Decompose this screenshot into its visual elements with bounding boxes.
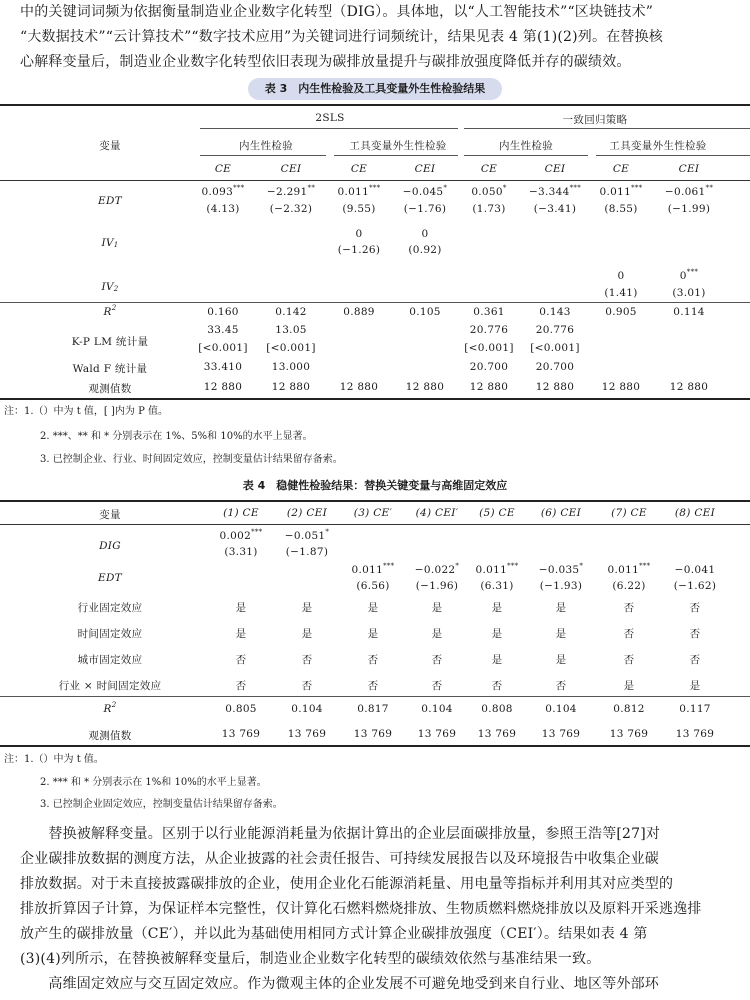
table3-top-rule (0, 104, 750, 106)
t3-edt-coef-value: −0.045 (402, 186, 444, 198)
table3-note: 2. ***、** 和 * 分别表示在 1%、5%和 10%的水平上显著。 (40, 431, 313, 442)
t4-dig-coef-value: −0.051 (284, 530, 326, 542)
t3-iv2-stars: *** (686, 268, 699, 276)
t4-fe-value: 是 (367, 628, 379, 640)
t4-fe-label: 时间固定效应 (77, 628, 143, 640)
t3-r2: 0.889 (343, 306, 375, 318)
intro-paragraph (20, 0, 732, 75)
table4-bottom-rule (0, 745, 750, 747)
table3-header-rule (0, 180, 750, 181)
t4-obs: 13 769 (287, 728, 327, 740)
table3-note: 3. 已控制企业、行业、时间固定效应，控制变量估计结果留存备索。 (40, 454, 343, 465)
t4-fe-value: 是 (555, 654, 567, 666)
t3-edt-coef-value: 0.011 (337, 186, 370, 198)
table3-sub-exog: 工具变量外生性检验 (349, 140, 447, 152)
t4-fe-value: 是 (491, 602, 503, 614)
t4-edt-coef-stars: * (579, 562, 584, 570)
table4-note: 2. *** 和 * 分别表示在 1%和 10%的水平上显著。 (40, 777, 267, 788)
t3-edt-t: (4.13) (206, 203, 240, 215)
t3-kp: 13.05 (275, 324, 307, 336)
t3-edt-t: (−1.99) (667, 203, 711, 215)
table3-sub-rule (596, 155, 750, 156)
t3-edt-coef-value: −0.061 (664, 186, 706, 198)
t3-row-label-iv2 (70, 281, 150, 293)
t3-edt-t: (−3.41) (533, 203, 577, 215)
t4-edt-coef (596, 564, 662, 576)
t4-fe-value: 否 (235, 654, 247, 666)
t3-edt-t: (1.73) (472, 203, 506, 215)
t4-col-label: (2) CEI (286, 507, 328, 519)
t3-iv2-t: (3.01) (672, 287, 706, 299)
table3-group-rule (464, 128, 750, 129)
table4-top-rule (0, 500, 750, 502)
t3-edt-coef-value: 0.050 (471, 186, 503, 198)
t4-obs: 13 769 (417, 728, 457, 740)
t4-obs: 13 769 (675, 728, 715, 740)
t4-edt-t: (−1.62) (673, 580, 717, 592)
t4-fe-value: 否 (689, 602, 701, 614)
t3-r2: 0.142 (275, 306, 307, 318)
t4-edt-t: (−1.93) (539, 580, 583, 592)
t3-iv1-coef: 0 (355, 228, 363, 240)
t3-edt-t: (8.55) (604, 203, 638, 215)
t4-edt-coef-value: 0.011 (607, 564, 640, 576)
t4-fe-value: 否 (367, 654, 379, 666)
t3-r2: 0.905 (605, 306, 637, 318)
t3-edt-coef-stars: *** (369, 184, 381, 192)
t3-kp: 20.776 (535, 324, 575, 336)
t3-wald: 33.410 (203, 361, 243, 373)
table3-sub-rule (464, 155, 588, 156)
t4-fe-value: 是 (431, 628, 443, 640)
t4-edt-coef-stars: *** (383, 562, 395, 570)
t3-edt-coef (456, 186, 522, 198)
t3-kp-p: [<0.001] (198, 342, 248, 354)
t4-fe-value: 是 (491, 654, 503, 666)
t3-edt-coef-stars: * (502, 184, 507, 192)
t4-fe-value: 是 (555, 602, 567, 614)
t3-edt-coef-value: −3.344 (528, 186, 570, 198)
t4-edt-t: (6.22) (612, 580, 646, 592)
t3-row-label-edt: EDT (98, 195, 122, 207)
t4-edt-coef-value: −0.041 (674, 564, 716, 576)
table3-sub-rule (334, 155, 458, 156)
t3-edt-coef-stars: *** (233, 184, 245, 192)
t4-edt-coef-stars: *** (639, 562, 651, 570)
t4-col-label: (5) CE (479, 507, 515, 519)
t3-obs: 12 880 (203, 381, 243, 393)
t3-iv2-coef: 0 (617, 270, 625, 282)
t3-col-label: CE (480, 163, 498, 175)
t4-fe-value: 否 (555, 680, 567, 692)
t4-edt-coef (528, 564, 594, 576)
t4-fe-value: 是 (623, 680, 635, 692)
r2-letter: R (103, 703, 112, 715)
outro-line: 排放数据。对于未直接披露碳排放的企业，使用企业化石能源消耗量、用电量等指标并利用其对应类型的 (20, 876, 674, 892)
t3-kp: 20.776 (469, 324, 509, 336)
t3-obs: 12 880 (405, 381, 445, 393)
t4-edt-coef (340, 564, 406, 576)
t4-r2: 0.117 (679, 703, 711, 715)
t4-fe-value: 是 (301, 602, 313, 614)
outro-line: 排放折算因子计算，为保证样本完整性，仅计算化石燃料燃烧排放、生物质燃料燃烧排放以及原料开采逃逸排 (20, 901, 702, 917)
t4-r2: 0.808 (481, 703, 513, 715)
t3-kp-p: [<0.001] (530, 342, 580, 354)
outro-line: 放产生的碳排放量（CE′），并以此为基础使用相同方式计算企业碳排放强度（CEI′）。结果如表 4 第 (20, 926, 648, 942)
t3-col-label: CEI (544, 163, 566, 175)
t4-edt-t: (6.56) (356, 580, 390, 592)
t3-iv2-coef (656, 270, 722, 282)
t3-col-label: CEI (414, 163, 436, 175)
t4-obs: 13 769 (609, 728, 649, 740)
iv2-subscript: 2 (113, 285, 119, 293)
outro-line: 企业碳排放数据的测度方法，从企业披露的社会责任报告、可持续发展报告以及环境报告中收集企业碳 (20, 851, 659, 867)
t4-dig-coef (274, 530, 340, 542)
t4-edt-coef (464, 564, 530, 576)
t4-edt-coef (662, 564, 728, 576)
r2-letter: R (103, 306, 112, 318)
t4-fe-value: 是 (301, 628, 313, 640)
t3-edt-coef-stars: * (443, 184, 448, 192)
t4-fe-value: 是 (367, 602, 379, 614)
t4-r2: 0.817 (357, 703, 389, 715)
table3-group-consistent: 一致回归策略 (562, 114, 628, 126)
table3-sub-rule (200, 155, 326, 156)
t4-dig-coef-value: 0.002 (219, 530, 252, 542)
t4-fe-value: 否 (491, 680, 503, 692)
t3-wald: 13.000 (271, 361, 311, 373)
iv1-subscript: 1 (113, 241, 119, 249)
table3-group-2sls: 2SLS (315, 112, 345, 124)
table4-note: 注：1.（）中为 t 值。 (4, 754, 104, 765)
table4-header-rule (0, 524, 750, 525)
r2-superscript: 2 (111, 304, 117, 312)
t3-edt-coef-stars: *** (569, 184, 582, 192)
intro-line: 心解释变量后，制造业企业数字化转型依旧表现为碳排放量提升与碳排放强度降低并存的碳绩效。 (20, 54, 631, 70)
t4-obs: 13 769 (353, 728, 393, 740)
t4-col-label: (3) CE′ (353, 507, 393, 519)
t3-obs: 12 880 (601, 381, 641, 393)
t4-row-label-r2 (70, 703, 150, 715)
t3-obs: 12 880 (535, 381, 575, 393)
outro-line: 替换被解释变量。区别于以行业能源消耗量为依据计算出的企业层面碳排放量，参照王浩等[27]对 (20, 826, 661, 842)
t3-col-label: CE (612, 163, 630, 175)
t3-obs: 12 880 (669, 381, 709, 393)
t4-row-label-obs: 观测值数 (88, 730, 132, 742)
t3-edt-coef-value: 0.093 (201, 186, 234, 198)
t4-edt-t: (−1.96) (415, 580, 459, 592)
outro-line: 高维固定效应与交互固定效应。作为微观主体的企业发展不可避免地受到来自行业、地区等外部环 (20, 976, 659, 992)
t4-fe-value: 是 (491, 628, 503, 640)
t4-fe-value: 是 (235, 628, 247, 640)
table3-sub-endog: 内生性检验 (499, 140, 553, 152)
t4-fe-value: 否 (367, 680, 379, 692)
table3-note: 注：1.（）中为 t 值，[ ]内为 P 值。 (4, 406, 168, 417)
t3-row-label-obs: 观测值数 (88, 383, 132, 395)
t4-edt-coef-value: −0.035 (538, 564, 580, 576)
iv2-letters: IV (101, 281, 114, 293)
t4-fe-label: 行业固定效应 (77, 602, 143, 614)
t4-fe-label: 城市固定效应 (77, 654, 143, 666)
t3-obs: 12 880 (339, 381, 379, 393)
t4-fe-value: 否 (689, 628, 701, 640)
t3-edt-coef-value: −2.291 (266, 186, 308, 198)
table4-title: 表 4 稳健性检验结果：替换关键变量与高维固定效应 (242, 479, 508, 492)
t4-dig-coef-stars: *** (251, 528, 263, 536)
t4-col-label: (4) CEI′ (415, 507, 459, 519)
t3-iv2-coef-value: 0 (679, 270, 687, 282)
t4-r2: 0.805 (225, 703, 257, 715)
t3-edt-t: (9.55) (342, 203, 376, 215)
table3-bottom-rule (0, 398, 750, 400)
table3-group-rule (200, 128, 458, 129)
t4-edt-coef-stars: * (455, 562, 460, 570)
t4-col-label: (8) CEI (674, 507, 716, 519)
t3-edt-t: (−1.76) (403, 203, 447, 215)
t3-edt-coef (656, 186, 722, 198)
t3-kp-p: [<0.001] (266, 342, 316, 354)
t3-kp: 33.45 (207, 324, 239, 336)
t4-edt-coef-value: 0.011 (351, 564, 384, 576)
t4-fe-value: 否 (431, 680, 443, 692)
t4-fe-value: 是 (689, 680, 701, 692)
t4-fe-value: 是 (235, 602, 247, 614)
t4-obs: 13 769 (221, 728, 261, 740)
t3-row-label-r2 (70, 306, 150, 318)
t4-fe-value: 否 (689, 654, 701, 666)
t4-dig-coef-stars: * (325, 528, 330, 536)
t3-edt-t: (−2.32) (269, 203, 313, 215)
table3-sub-exog: 工具变量外生性检验 (609, 140, 707, 152)
t4-edt-t: (6.31) (480, 580, 514, 592)
t4-fe-value: 是 (555, 628, 567, 640)
t4-edt-coef-value: 0.011 (475, 564, 508, 576)
table4-mid-rule (0, 696, 750, 697)
t4-col-label: (7) CE (611, 507, 647, 519)
t3-col-label: CEI (678, 163, 700, 175)
t4-fe-value: 否 (235, 680, 247, 692)
t4-fe-value: 否 (431, 654, 443, 666)
t4-fe-value: 否 (301, 680, 313, 692)
t4-row-label-edt: EDT (98, 572, 122, 584)
t3-row-label-kp: K-P LM 统计量 (71, 336, 149, 348)
t3-iv1-coef: 0 (421, 228, 429, 240)
r2-superscript: 2 (111, 701, 117, 709)
t3-edt-coef (326, 186, 392, 198)
t3-edt-coef (392, 186, 458, 198)
t3-iv1-t: (0.92) (408, 244, 442, 256)
t3-kp-p: [<0.001] (464, 342, 514, 354)
t4-fe-value: 否 (623, 628, 635, 640)
t4-edt-coef-stars: *** (507, 562, 519, 570)
t4-row-label-dig: DIG (99, 540, 121, 552)
t3-edt-coef-stars: ** (307, 184, 316, 192)
t4-obs: 13 769 (541, 728, 581, 740)
t4-var-header: 变量 (99, 509, 121, 521)
t3-r2: 0.160 (207, 306, 239, 318)
t3-edt-coef-value: 0.011 (599, 186, 632, 198)
t3-r2: 0.361 (473, 306, 505, 318)
intro-line: 中的关键词词频为依据衡量制造业企业数字化转型（DIG）。具体地，以“人工智能技术”“区块链技术” (20, 4, 654, 20)
t3-r2: 0.143 (539, 306, 571, 318)
table3-sub-endog: 内生性检验 (239, 140, 293, 152)
t3-col-label: CE (350, 163, 368, 175)
t4-r2: 0.104 (545, 703, 577, 715)
t4-dig-t: (3.31) (224, 546, 258, 558)
t3-iv1-t: (−1.26) (337, 244, 381, 256)
t3-edt-coef (522, 186, 588, 198)
t4-fe-value: 是 (431, 602, 443, 614)
table4-note: 3. 已控制企业固定效应，控制变量估计结果留存备索。 (40, 799, 283, 810)
t4-col-label: (1) CE (223, 507, 259, 519)
outro-line: (3)(4)列所示，在替换被解释变量后，制造业企业数字化转型的碳绩效依然与基准结果一致。 (20, 951, 601, 967)
t4-fe-value: 否 (301, 654, 313, 666)
t4-fe-label: 行业 × 时间固定效应 (58, 680, 162, 692)
t3-obs: 12 880 (271, 381, 311, 393)
t4-r2: 0.104 (291, 703, 323, 715)
t3-wald: 20.700 (469, 361, 509, 373)
t4-dig-t: (−1.87) (285, 546, 329, 558)
t4-obs: 13 769 (477, 728, 517, 740)
t3-edt-coef (588, 186, 654, 198)
t4-fe-value: 否 (623, 654, 635, 666)
t3-iv2-t: (1.41) (604, 287, 638, 299)
table3-mid-rule (0, 302, 750, 303)
t4-edt-coef (404, 564, 470, 576)
intro-line: “大数据技术”“云计算技术”“数字技术应用”为关键词进行词频统计，结果见表 4 第(1)(2)列。在替换核 (20, 29, 664, 45)
t3-edt-coef-stars: ** (705, 184, 714, 192)
t3-r2: 0.105 (409, 306, 441, 318)
table3-var-header: 变量 (99, 140, 121, 152)
t4-fe-value: 否 (623, 602, 635, 614)
t3-col-label: CE (214, 163, 232, 175)
t4-col-label: (6) CEI (540, 507, 582, 519)
t4-dig-coef (208, 530, 274, 542)
t3-row-label-iv1 (70, 237, 150, 249)
t3-edt-coef (258, 186, 324, 198)
iv1-letters: IV (101, 237, 114, 249)
t3-obs: 12 880 (469, 381, 509, 393)
t3-col-label: CEI (280, 163, 302, 175)
t3-row-label-wald: Wald F 统计量 (72, 363, 148, 375)
t3-r2: 0.114 (673, 306, 705, 318)
table3-title: 表 3 内生性检验及工具变量外生性检验结果 (248, 78, 502, 100)
outro-paragraph (20, 822, 732, 997)
t4-edt-coef-value: −0.022 (414, 564, 456, 576)
t4-r2: 0.812 (613, 703, 645, 715)
t3-wald: 20.700 (535, 361, 575, 373)
t4-r2: 0.104 (421, 703, 453, 715)
t3-edt-coef (190, 186, 256, 198)
t3-edt-coef-stars: *** (631, 184, 643, 192)
